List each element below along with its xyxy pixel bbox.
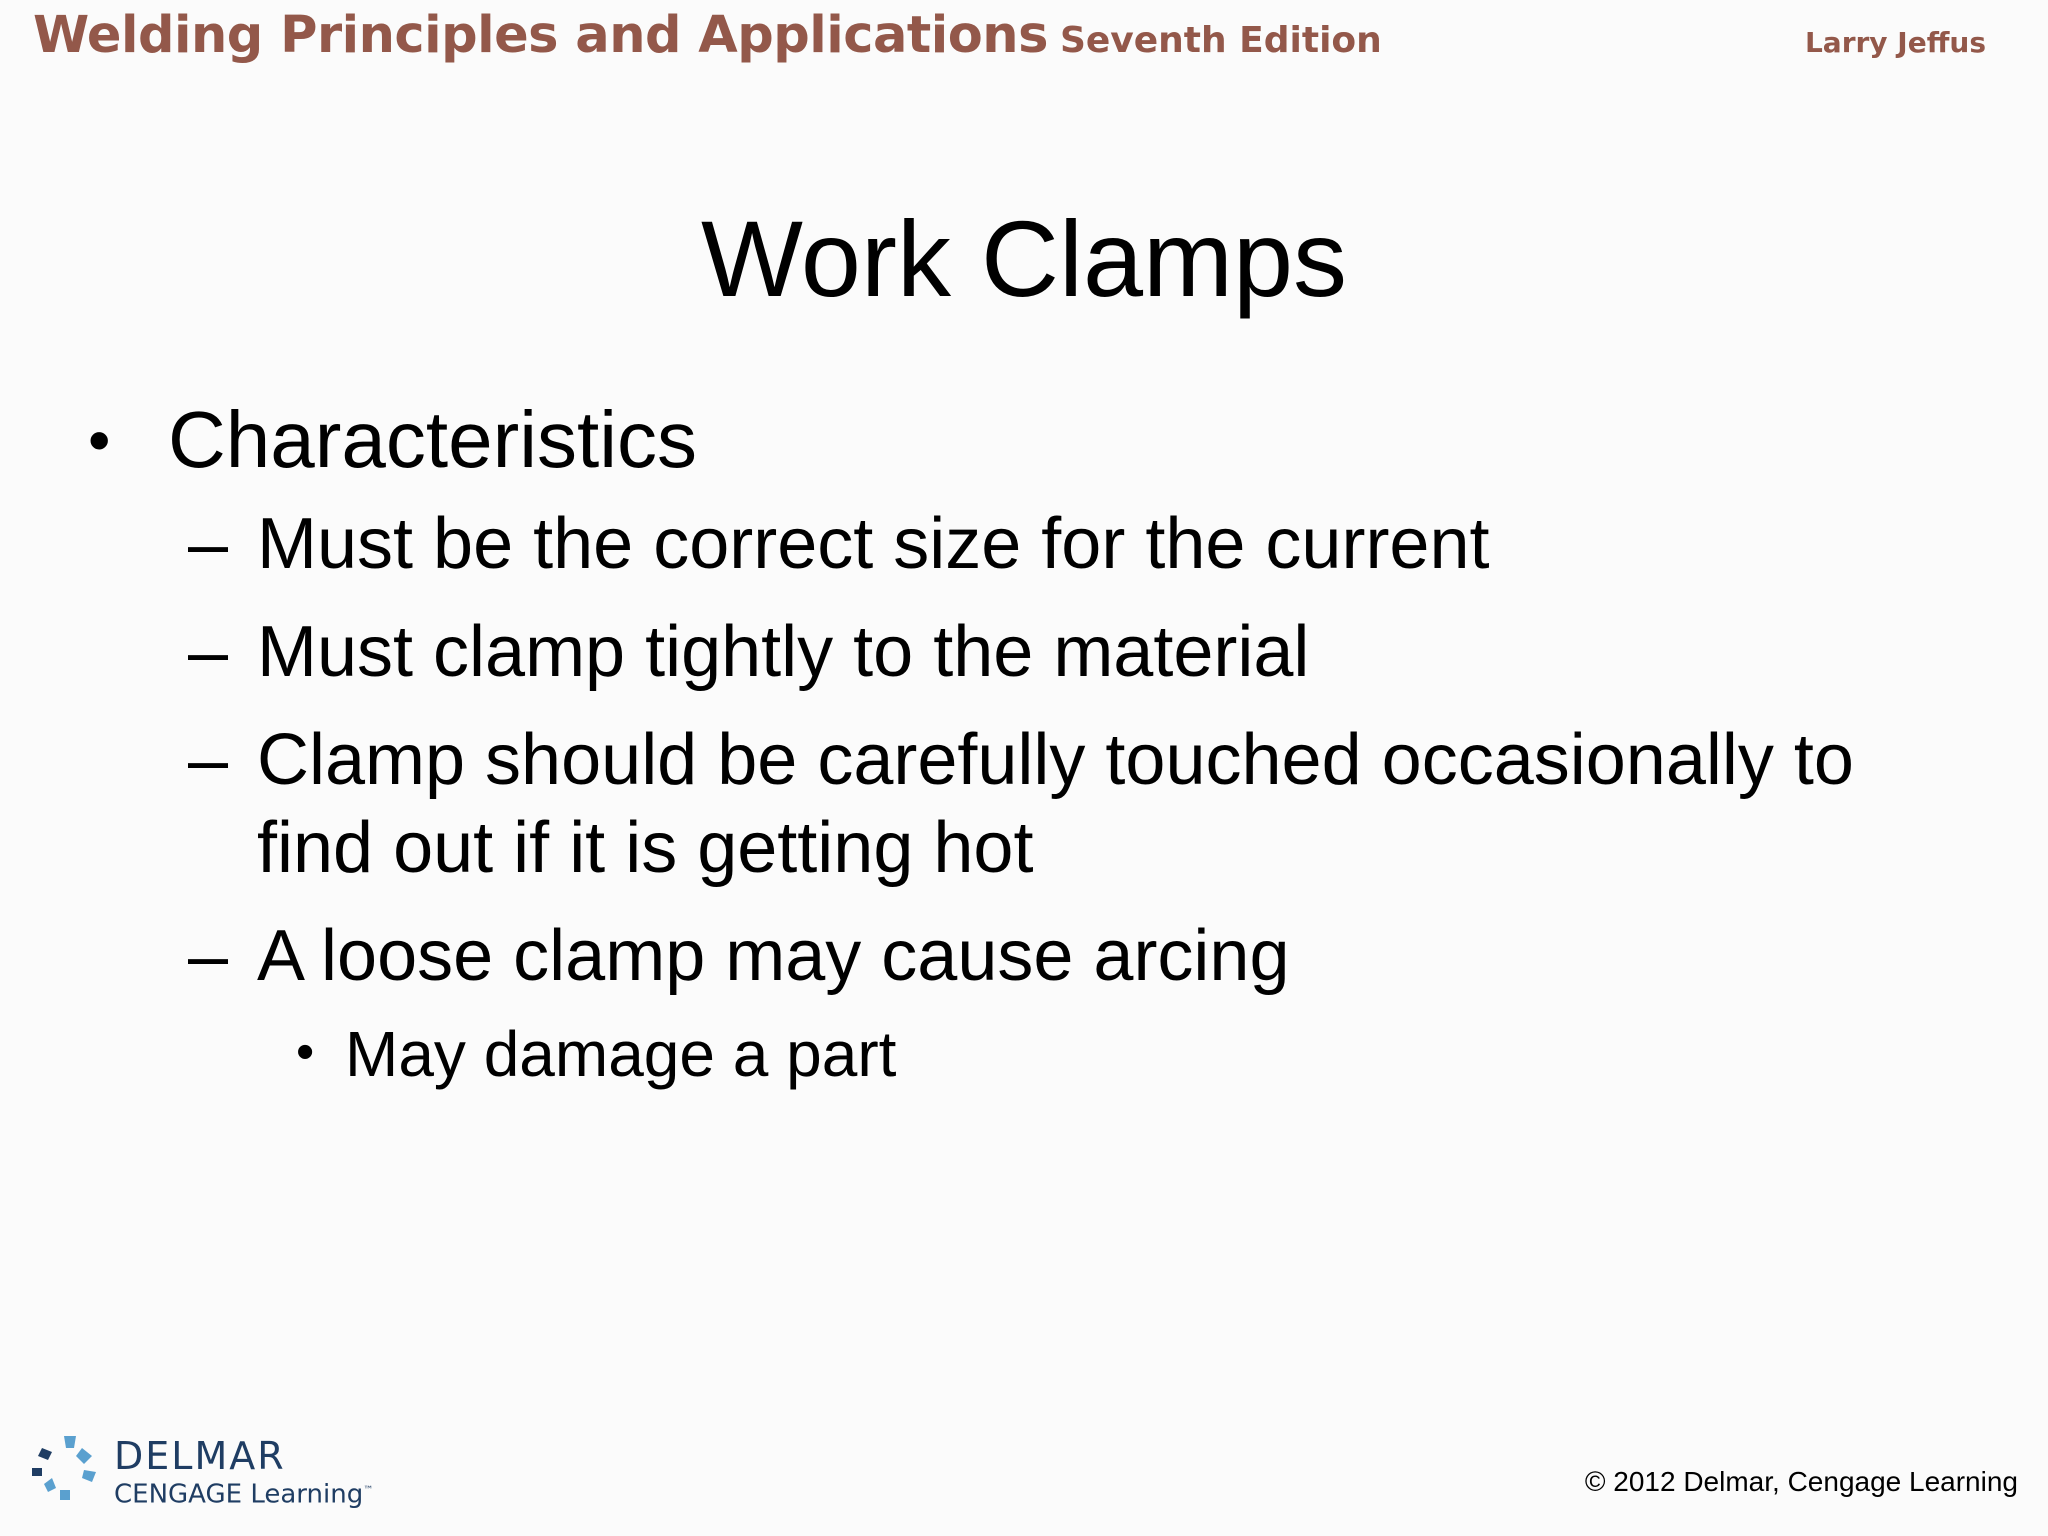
header-book-title	[33, 6, 1382, 65]
logo-subtitle-text: CENGAGE Learning	[114, 1479, 364, 1510]
sub-bullet-text: Must clamp tightly to the material	[257, 612, 1310, 692]
book-title: Welding Principles and Applications	[33, 6, 1048, 65]
delmar-cengage-logo	[30, 1434, 374, 1514]
dash-icon: –	[188, 720, 229, 800]
dash-icon: –	[188, 504, 229, 584]
dash-icon: –	[188, 612, 229, 692]
copyright-notice: © 2012 Delmar, Cengage Learning	[1584, 1466, 2018, 1497]
logo-name: DELMAR	[114, 1434, 286, 1478]
book-edition: Seventh Edition	[1059, 20, 1382, 61]
sub-sub-bullet-text: May damage a part	[345, 1018, 897, 1090]
sub-bullet-item	[0, 500, 2048, 588]
bullet-text: Characteristics	[168, 395, 698, 484]
sub-bullet-text: find out if it is getting hot	[257, 808, 1034, 888]
bullet-dot-icon: •	[88, 404, 111, 476]
book-author: Larry Jeffus	[1804, 26, 1986, 59]
sub-bullet-item	[0, 716, 2048, 804]
logo-subtitle	[114, 1476, 373, 1510]
bullet-list	[0, 392, 2048, 1094]
sub-bullet-item	[0, 608, 2048, 696]
sub-sub-bullet-item	[0, 1014, 2048, 1094]
sub-bullet-text: Must be the correct size for the current	[257, 504, 1490, 584]
bullet-dot-icon: •	[296, 1023, 315, 1081]
sub-bullet-text: Clamp should be carefully touched occasionally to	[257, 720, 1854, 800]
slide-title: Work Clamps	[700, 198, 1348, 319]
sub-bullet-text: A loose clamp may cause arcing	[257, 916, 1290, 996]
sub-bullet-continuation	[0, 804, 2048, 892]
cengage-logo-icon	[30, 1434, 110, 1514]
dash-icon: –	[188, 916, 229, 996]
sub-bullet-item	[0, 912, 2048, 1000]
bullet-item-characteristics	[0, 392, 2048, 488]
trademark-symbol: ™	[363, 1485, 374, 1496]
